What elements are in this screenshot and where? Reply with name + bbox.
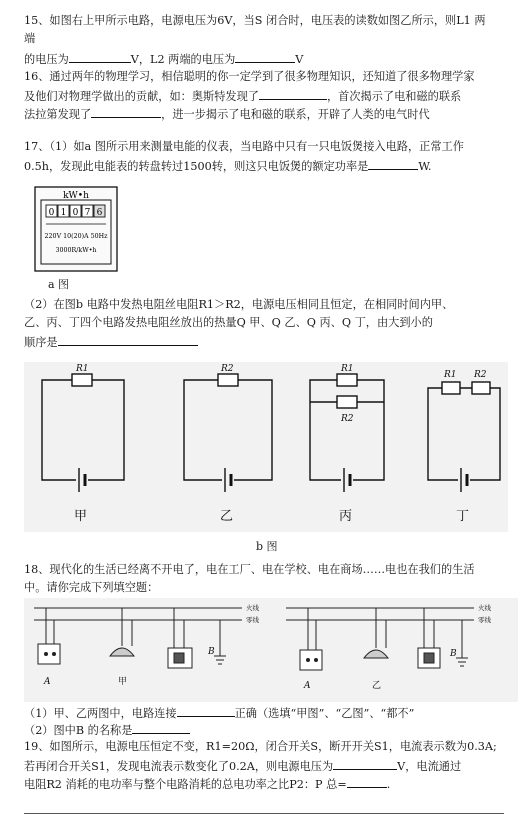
circuit-ding-r1 [442, 382, 460, 394]
q17-text-a: 0.5h，发现此电能表的转盘转过1500转，则这只电饭煲的额定功率是 [24, 160, 369, 173]
circuit-bing-label: 丙 [339, 509, 353, 524]
meter-digit-5: 6 [96, 208, 103, 218]
household-circuit-svg [24, 598, 518, 702]
fig-a-caption: a 图 [48, 278, 70, 291]
q18-sub2-a: （2）图中B 的名称是 [24, 724, 133, 737]
q19-text-c: 电阻R2 消耗的电功率与整个电路消耗的总电功率之比P2：P 总= [24, 778, 347, 791]
circuit-jia-label: 甲 [74, 509, 88, 524]
circuit-yi-label: 乙 [220, 509, 234, 524]
q18-sub1 [24, 705, 414, 721]
meter-digit-2: 1 [60, 208, 67, 218]
jia-label-b: B [208, 647, 215, 657]
q17-blank-power[interactable] [368, 158, 418, 170]
q18-blank-correct-diagram[interactable] [177, 705, 235, 717]
q16-text-c: 法拉第发现了 [24, 108, 92, 121]
yi-lamp [364, 650, 388, 658]
q18-sub2 [24, 722, 190, 738]
q18-line2: 中。请你完成下列填空题： [24, 581, 159, 594]
jia-live-label: 火线 [246, 604, 259, 612]
q15-text-c: V [295, 53, 304, 66]
yi-socket-a [300, 650, 322, 670]
q17-part2-line2: 乙、丙、丁四个电路发热电阻丝放出的热量Q 甲、Q 乙、Q 丙、Q 丁，由大到小的 [24, 316, 433, 329]
q19-blank-power-ratio[interactable] [347, 776, 387, 788]
q15-line1: 15、如图右上甲所示电路，电源电压为6V，当S 闭合时，电压表的读数如图乙所示，则L1 两 [24, 14, 486, 27]
circuit-bing-loop [310, 380, 384, 480]
q19-blank-voltage[interactable] [333, 758, 397, 770]
meter-spec: 220V 10(20)A 50Hz [44, 233, 108, 240]
circuit-ding-label: 丁 [456, 509, 470, 524]
q18-blank-b-name[interactable] [132, 722, 190, 734]
jia-neutral-label: 零线 [246, 616, 259, 624]
yi-live-label: 火线 [478, 604, 491, 612]
circuit-jia-loop [42, 380, 124, 480]
q16-blank-faraday[interactable] [91, 106, 161, 118]
energy-meter-figure [34, 186, 118, 274]
meter-digits [46, 205, 105, 218]
meter-digit-4: 7 [84, 208, 91, 218]
circuit-bing-r2-label: R2 [341, 414, 354, 424]
q18-sub1-b: 正确（选填“甲图”、“乙图”、“都不” [234, 707, 415, 720]
jia-label-a: A [44, 677, 51, 687]
q19-text-d: . [386, 778, 391, 791]
q19-text-a: 若再闭合开关S1，发现电流表示数变化了0.2A，则电源电压为 [24, 760, 334, 773]
meter-unit: kW•h [63, 191, 89, 201]
q15-blank-l2-voltage[interactable] [235, 51, 295, 63]
q15-blank-l1-voltage[interactable] [69, 51, 131, 63]
circuit-yi-loop [184, 380, 272, 480]
q18-sub1-a: （1）甲、乙两图中，电路连接 [24, 707, 177, 720]
q16-line1: 16、通过两年的物理学习，相信聪明的你一定学到了很多物理知识，还知道了很多物理学家 [24, 70, 475, 83]
household-circuit-figure [24, 598, 518, 702]
yi-label-b: B [450, 649, 457, 659]
q16-text-d: ，进一步揭示了电和磁的联系，开辟了人类的电气时代 [161, 108, 430, 121]
circuit-yi-r2 [218, 374, 238, 386]
q17-blank-heat-order[interactable] [58, 334, 198, 346]
jia-lamp [110, 648, 134, 656]
q17-line2 [24, 158, 431, 174]
yi-label-a: A [304, 681, 311, 691]
circuit-jia-r1-label: R1 [76, 364, 89, 374]
jia-socket-a [38, 644, 60, 664]
q17-line1: 17、（1）如a 图所示用来测量电能的仪表，当电路中只有一只电饭煲接入电路，正常工作 [24, 140, 464, 153]
q16-blank-oersted[interactable] [259, 88, 327, 100]
circuits-figure-b [24, 362, 508, 532]
circuit-yi-r2-label: R2 [221, 364, 234, 374]
circuit-bing-r1 [337, 374, 357, 386]
q16-text-a: 及他们对物理学做出的贡献，如：奥斯特发现了 [24, 90, 259, 103]
q15-line3 [24, 51, 303, 67]
meter-revolutions: 3000R/kW•h [55, 247, 97, 254]
q19-line1: 19、如图所示，电源电压恒定不变，R1=20Ω，闭合开关S，断开开关S1，电流表示数为0.3A; [24, 740, 497, 753]
circuit-bing-r1-label: R1 [341, 364, 354, 374]
circuit-jia-r1 [72, 374, 92, 386]
meter-digit-3: 0 [72, 208, 79, 218]
fig-b-caption: b 图 [256, 540, 278, 553]
q17-part2-text: 顺序是 [24, 336, 58, 349]
q18-line1: 18、现代化的生活已经离不开电了，电在工厂、电在学校、电在商场……电也在我们的生活 [24, 563, 475, 576]
q16-line2 [24, 88, 461, 104]
q16-line3 [24, 106, 430, 122]
meter-digit-1: 0 [48, 208, 55, 218]
fig-yi-label: 乙 [372, 681, 382, 691]
circuit-bing-r2 [337, 396, 357, 408]
q19-line3 [24, 776, 390, 792]
circuits-svg [24, 362, 508, 532]
q17-text-b: W. [418, 160, 432, 173]
circuit-ding-r2 [472, 382, 490, 394]
q17-part2-line1: （2）在图b 电路中发热电阻丝电阻R1＞R2，电源电压相同且恒定，在相同时间内甲、 [24, 298, 454, 311]
q17-part2-line3 [24, 334, 198, 350]
circuit-ding-r2-label: R2 [474, 370, 487, 380]
q15-line2: 端 [24, 32, 36, 45]
circuit-ding-r1-label: R1 [444, 370, 457, 380]
bottom-rule [24, 813, 504, 814]
q19-text-b: V，电流通过 [397, 760, 462, 773]
yi-neutral-label: 零线 [478, 616, 491, 624]
fig-jia-label: 甲 [118, 677, 128, 687]
q15-text-b: V，L2 两端的电压为 [130, 53, 236, 66]
q15-text-a: 的电压为 [24, 53, 69, 66]
q19-line2 [24, 758, 461, 774]
q16-text-b: ，首次揭示了电和磁的联系 [326, 90, 462, 103]
